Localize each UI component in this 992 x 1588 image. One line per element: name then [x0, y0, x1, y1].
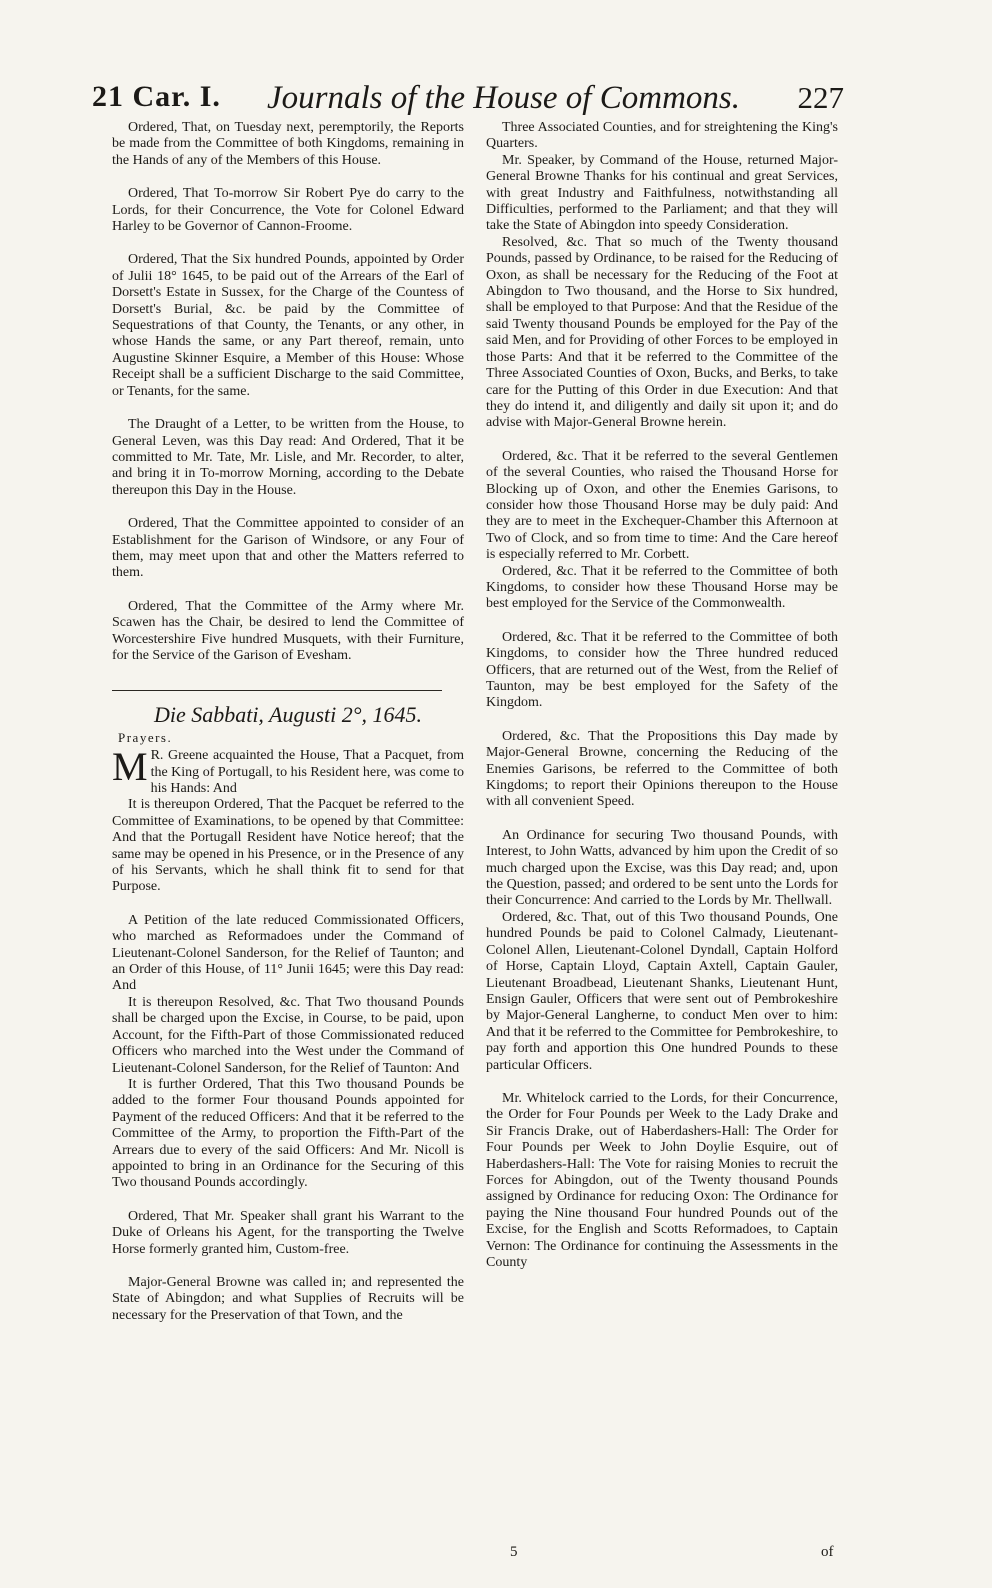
entry-paragraph: Ordered, That the Six hundred Pounds, appointed by Order of Julii 18° 1645, to be paid out of the Arrears of the Earl of Dorsett's Estate in Sussex, for the Charge of the Countess of Dorsett's Burial, &c. be paid by the Committee of Sequestrations of that County, the Tenants, or any other, in whose Hands the same, or any Part thereof, remain, unto Augustine Skinner Esquire, a Member of this House: Whose Receipt shall be a sufficient Discharge to the said Committee, or Tenants, for the same. [112, 252, 464, 399]
entry-paragraph: Ordered, That Mr. Speaker shall grant his Warrant to the Duke of Orleans his Agent, for the transporting the Twelve Horse formerly granted him, Custom-free. [112, 1208, 464, 1257]
day-heading: Die Sabbati, Augusti 2°, 1645. [153, 702, 423, 728]
entry-paragraph: It is thereupon Ordered, That the Pacquet be referred to the Committee of Examinations, to be opened by that Committee: And that the Portugall Resident have Notice hereof; that the same may be opened in his Presence, or in the Presence of any of his Servants, which he shall think fit to send for that Purpose. [112, 797, 464, 895]
entry-paragraph: Ordered, That the Committee appointed to consider of an Establishment for the Garison of Windsore, or any Four of them, may meet upon that and other the Matters referred to them. [112, 516, 464, 581]
left-column [112, 120, 464, 1324]
entry-paragraph: Ordered, &c. That it be referred to the Committee of both Kingdoms, to consider how the Three hundred reduced Officers, that are returned out of the West, from the Relief of Taunton, may be best employed for the Safety of the Kingdom. [486, 629, 838, 711]
entry-paragraph: The Draught of a Letter, to be written from the House, to General Leven, was this Day read: And Ordered, That it be committed to Mr. Tate, Mr. Lisle, and Mr. Recorder, to alter, and bring it in To-morrow Morning, according to the Debate thereupon this Day in the House. [112, 417, 464, 498]
entry-paragraph: Ordered, That the Committee of the Army where Mr. Scawen has the Chair, be desired to lend the Committee of Worcestershire Five hundred Musquets, with their Furniture, for the Service of the Garison of Evesham. [112, 598, 464, 663]
entry-paragraph: Ordered, &c. That the Propositions this Day made by Major-General Browne, concerning the Reducing of the Enemies Garisons, be referred to the Committee of both Kingdoms; to report their Opinions thereupon to the House with all convenient Speed. [486, 728, 838, 810]
dropcap-paragraph [112, 744, 464, 797]
entry-paragraph: Ordered, &c. That it be referred to the several Gentlemen of the several Counties, who raised the Thousand Horse for Blocking up of Oxon, and other the Enemies Garisons, to consider how those Thousand Horse may be duly paid: And they are to meet in the Exchequer-Chamber this Afternoon at Two of Clock, and so from time to time: And the Care hereof is especially referred to Mr. Corbett. [486, 448, 838, 563]
drop-cap: M [112, 744, 148, 790]
entry-paragraph: It is thereupon Resolved, &c. That Two thousand Pounds shall be charged upon the Excise, in Course, to be paid, upon Account, for the Fifth-Part of those Commissionated reduced Officers who marched into the West under the Command of Lieutenant-Colonel Sanderson, for the Relief of Taunton: And [112, 994, 464, 1076]
entry-paragraph: An Ordinance for securing Two thousand Pounds, with Interest, to John Watts, advanced by him upon the Credit of so much charged upon the Excise, was this Day read; and, upon the Question, passed; and ordered to be sent unto the Lords for their Concurrence: And carried to the Lords by Mr. Thellwall. [486, 827, 838, 909]
running-header [92, 80, 844, 120]
signature-mark: 5 [510, 1544, 518, 1560]
entry-paragraph: Resolved, &c. That so much of the Twenty thousand Pounds, passed by Ordinance, to be raised for the Reducing of Oxon, as shall be necessary for the Reducing of the Foot at Abingdon to Two thousand, and the Horse to Six hundred, shall be employed to that Purpose: And that the Residue of the said Twenty thousand Pounds be employed for the Pay of the said Men, and for Providing of other Forces to be employed in those Parts: And that it be referred to the Committee of the Three Associated Counties of Oxon, Bucks, and Berks, to take care for the Putting of this Order in due Execution: And that they do intend it, and diligently and daily sit upon it; and do advise with Major-General Browne herein. [486, 234, 838, 431]
entry-paragraph: A Petition of the late reduced Commissionated Officers, who marched as Reformadoes under the Command of Lieutenant-Colonel Sanderson, for the Relief of Taunton; and an Order of this House, of 11° Junii 1645; were this Day read: And [112, 912, 464, 994]
section-divider [112, 690, 442, 691]
entry-paragraph: Mr. Whitelock carried to the Lords, for their Concurrence, the Order for Four Pounds per Week to the Lady Drake and Sir Francis Drake, out of Haberdashers-Hall: The Order for Four Pounds per Week to John Doylie Esquire, out of Haberdashers-Hall: The Vote for raising Monies to recruit the Forces for Abingdon, out of the Twenty thousand Pounds assigned by Ordinance for reducing Oxon: The Ordinance for paying the Nine thousand Four hundred Pounds out of the Excise, for the English and Scotts Reformadoes, to Captain Vernon: The Ordinance for continuing the Assessments in the County [486, 1090, 838, 1270]
header-regnal-year: 21 Car. I. [92, 80, 221, 113]
entry-paragraph: Ordered, &c. That, out of this Two thousand Pounds, One hundred Pounds be paid to Colonel Calmady, Lieutenant-Colonel Allen, Lieutenant-Colonel Dyndall, Captain Holford of Horse, Captain Lloyd, Captain Axtell, Captain Gauler, Lieutenant Broadbead, Lieutenant Shanks, Lieutenant Hunt, Ensign Gauler, Officers that were sent out of Pembrokeshire by Major-General Langherne, to conduct Men over to him: And that it be referred to the Committee for Pembrokeshire, to pay forth and apportion this One hundred Pounds to these particular Officers. [486, 909, 838, 1073]
prayers-label: Prayers. [118, 729, 173, 745]
entry-paragraph: It is further Ordered, That this Two thousand Pounds be added to the former Four thousand Pounds appointed for Payment of the reduced Officers: And that it be referred to the Committee of the Army, to proportion the Fifth-Part of the Arrears due to every of the said Officers: And Mr. Nicoll is appointed to bring in an Ordinance for the Securing of this Two thousand Pounds accordingly. [112, 1076, 464, 1191]
entry-paragraph: Mr. Speaker, by Command of the House, returned Major-General Browne Thanks for his continual and great Services, with great Industry and Faithfulness, notwithstanding all Difficulties, performed to the Parliament; and that they will take the State of Abingdon into speedy Consideration. [486, 152, 838, 234]
entry-paragraph: Three Associated Counties, and for streightening the King's Quarters. [486, 120, 838, 152]
entry-paragraph: Ordered, That To-morrow Sir Robert Pye do carry to the Lords, for their Concurrence, the Vote for Colonel Edward Harley to be Governor of Cannon-Froome. [112, 186, 464, 235]
entry-paragraph: Ordered, That, on Tuesday next, peremptorily, the Reports be made from the Committee of both Kingdoms, remaining in the Hands of any of the Members of this House. [112, 120, 464, 168]
dropcap-text: R. Greene acquainted the House, That a Pacquet, from the King of Portugall, to his Resident here, was come to his Hands: And [150, 748, 464, 796]
entry-paragraph: Major-General Browne was called in; and represented the State of Abingdon; and what Supplies of Recruits will be necessary for the Preservation of that Town, and the [112, 1274, 464, 1323]
catchword: of [821, 1544, 834, 1560]
page-number: 227 [797, 80, 844, 115]
header-title: Journals of the House of Commons. [267, 80, 740, 116]
entry-paragraph: Ordered, &c. That it be referred to the Committee of both Kingdoms, to consider how these Thousand Horse may be best employed for the Service of the Commonwealth. [486, 563, 838, 612]
right-column [486, 120, 838, 1271]
